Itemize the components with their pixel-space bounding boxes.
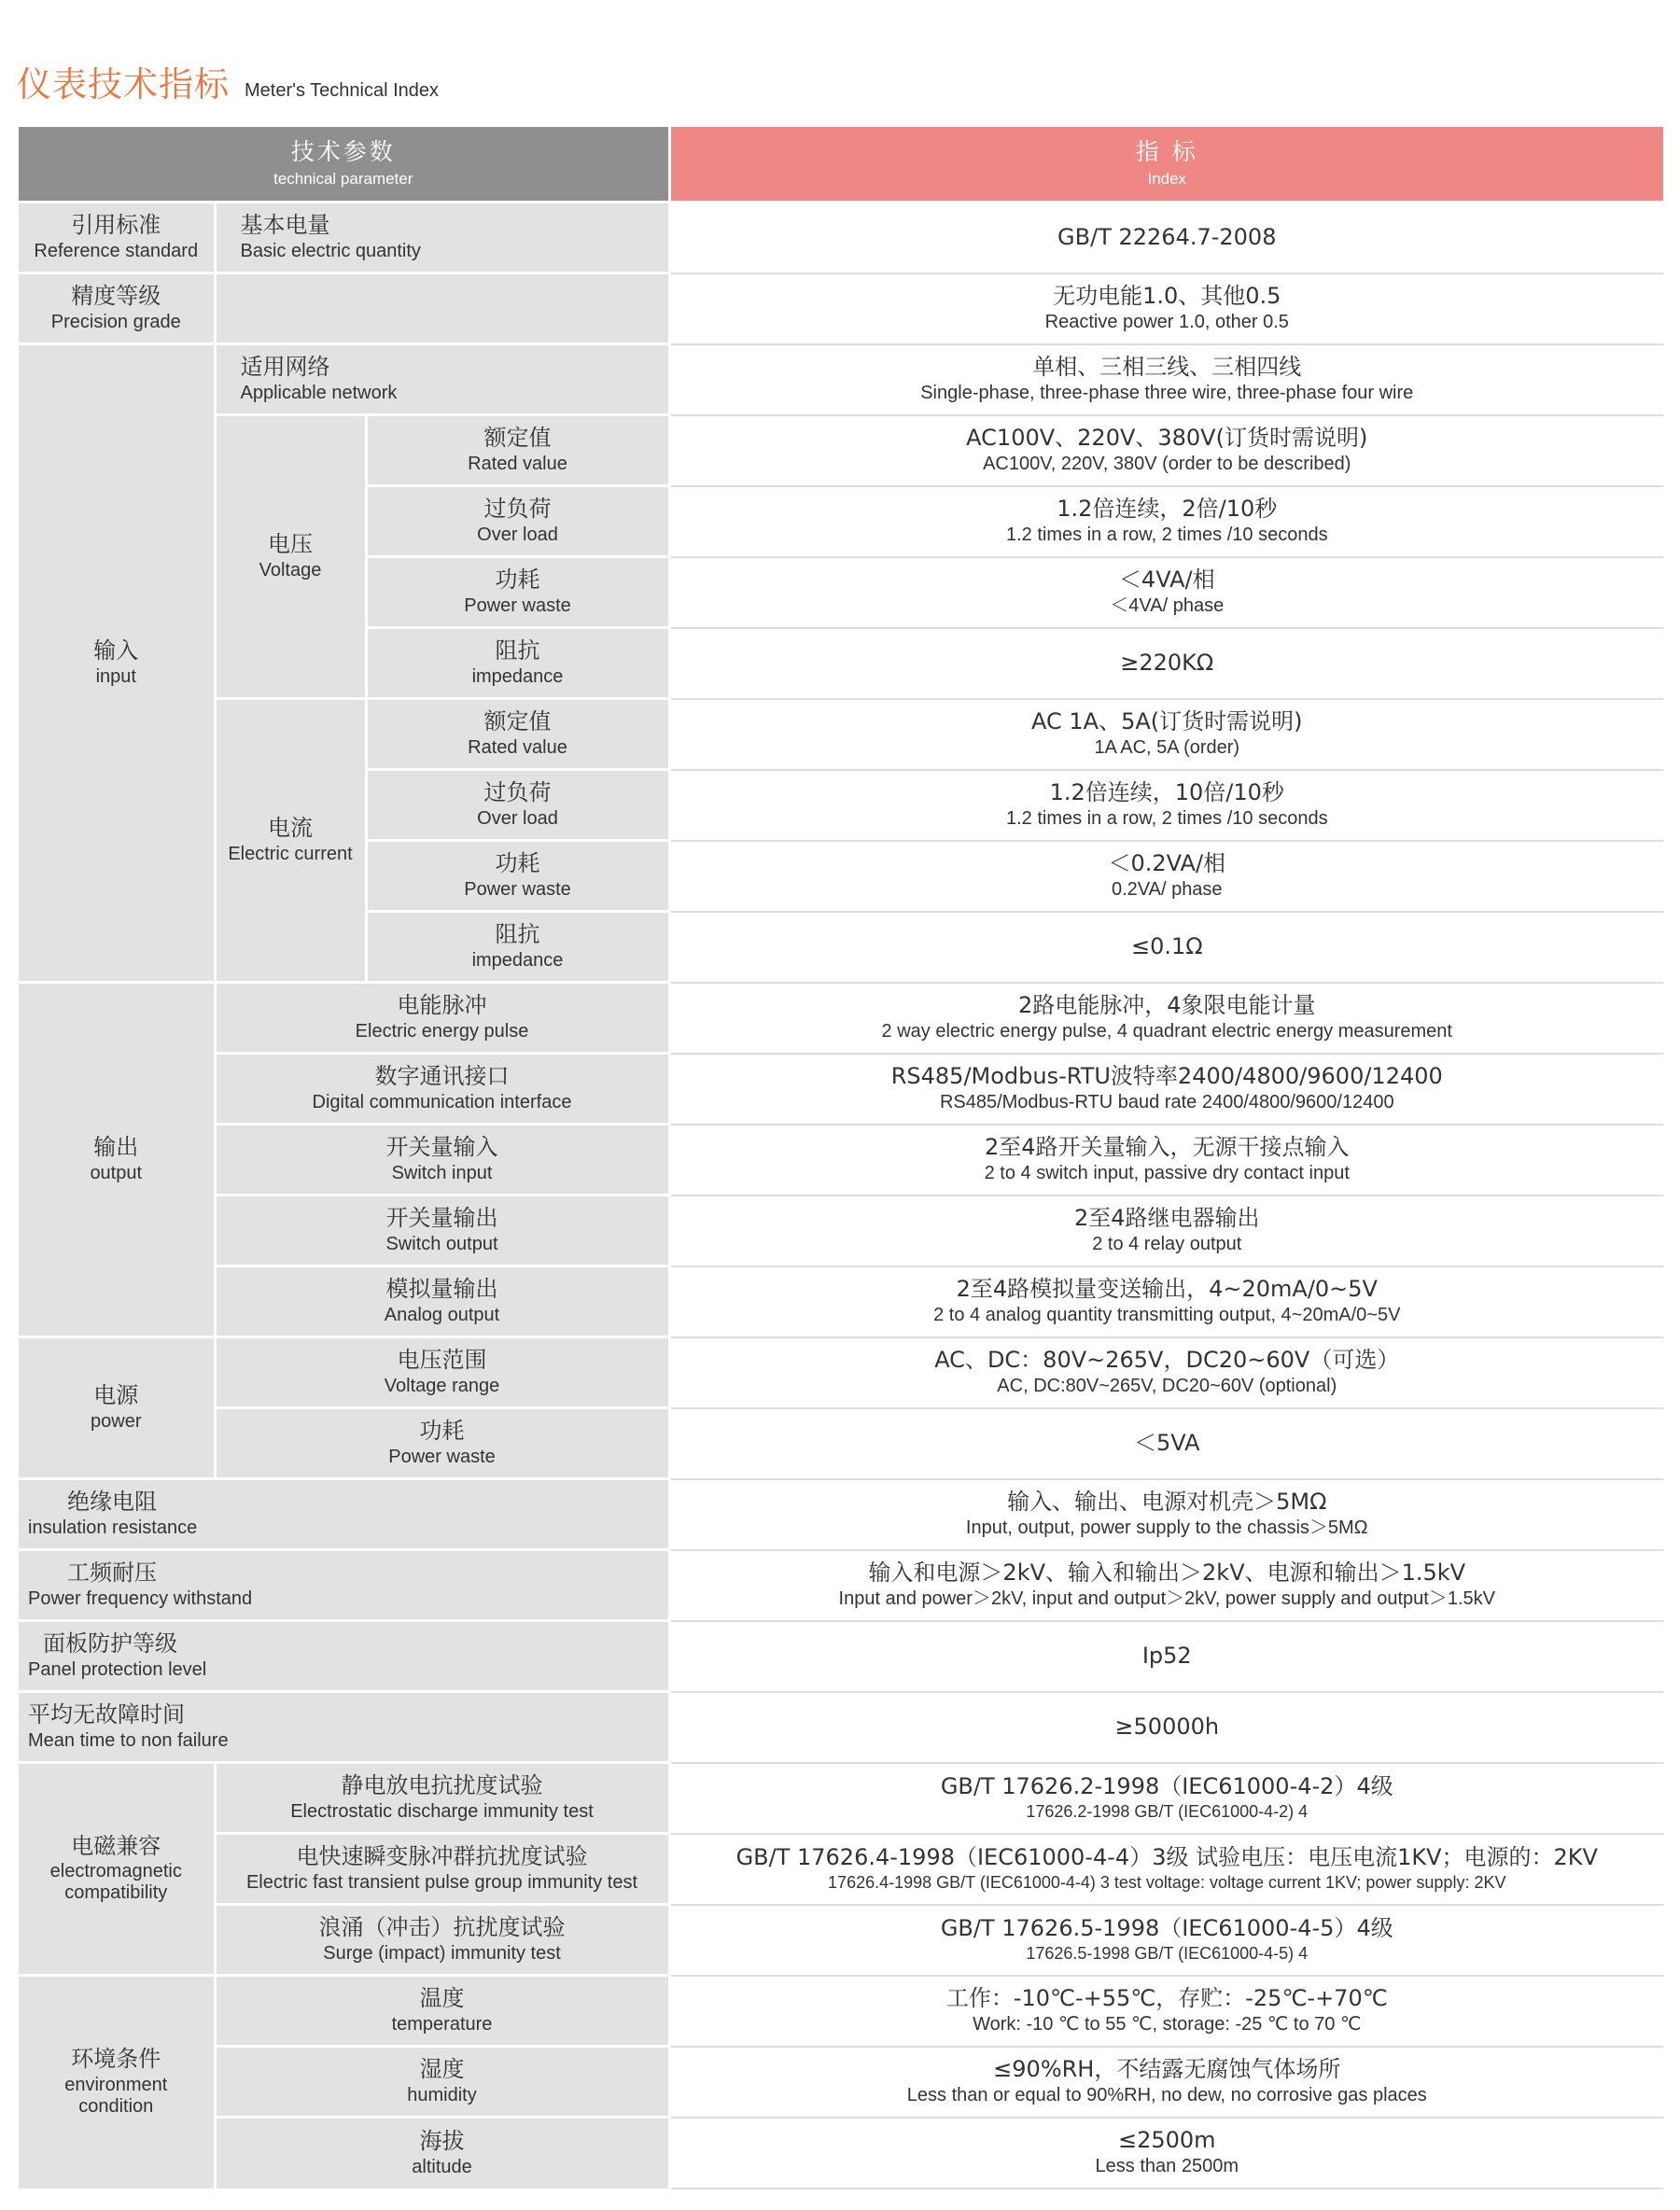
table-row — [19, 1976, 1663, 2047]
row-label: 面板防护等级 Panel protection level — [19, 1621, 669, 1692]
header-param: 技术参数 technical parameter — [19, 127, 669, 203]
table-row — [19, 1337, 1663, 1408]
table-row — [19, 2047, 1663, 2118]
row-sublabel: 电能脉冲 Electric energy pulse — [215, 983, 669, 1054]
row-value: 1.2倍连续，2倍/10秒 1.2 times in a row, 2 times /10 seconds — [669, 486, 1663, 557]
row-value: 单相、三相三线、三相四线 Single-phase, three-phase three wire, three-phase four wire — [669, 344, 1663, 415]
row-sublabel: 静电放电抗扰度试验 Electrostatic discharge immunity test — [215, 1763, 669, 1834]
table-row — [19, 1196, 1663, 1266]
header-index: 指 标 Index — [669, 127, 1663, 203]
table-row — [19, 1905, 1663, 1976]
row-sublabel: 过负荷 Over load — [366, 486, 669, 557]
row-value: ≤0.1Ω — [669, 912, 1663, 983]
row-value: ＜5VA — [669, 1408, 1663, 1479]
row-sublabel: 开关量输出 Switch output — [215, 1196, 669, 1266]
row-value: 2至4路继电器输出 2 to 4 relay output — [669, 1196, 1663, 1266]
row-value: AC 1A、5A(订货时需说明) 1A AC, 5A (order) — [669, 699, 1663, 770]
table-row — [19, 273, 1663, 344]
title-cn: 仪表技术指标 — [17, 64, 230, 105]
category-env: 环境条件 environment condition — [19, 1976, 215, 2189]
category-input: 输入 input — [19, 344, 215, 983]
row-sublabel: 功耗 Power waste — [366, 557, 669, 628]
row-sublabel: 功耗 Power waste — [215, 1408, 669, 1479]
row-value: Ip52 — [669, 1621, 1663, 1692]
table-row — [19, 344, 1663, 415]
group-voltage: 电压 Voltage — [215, 415, 366, 699]
table-row — [19, 1763, 1663, 1834]
group-current: 电流 Electric current — [215, 699, 366, 983]
row-sublabel: 阻抗 impedance — [366, 912, 669, 983]
row-value: 无功电能1.0、其他0.5 Reactive power 1.0, other 0.5 — [669, 273, 1663, 344]
table-row — [19, 1692, 1663, 1763]
row-sublabel: 过负荷 Over load — [366, 770, 669, 841]
category-power: 电源 power — [19, 1337, 215, 1479]
table-row — [19, 699, 1663, 770]
row-value: ≤2500m Less than 2500m — [669, 2118, 1663, 2189]
row-sublabel: 模拟量输出 Analog output — [215, 1266, 669, 1337]
page-title — [17, 56, 439, 103]
table-row — [19, 1621, 1663, 1692]
row-value: 工作：-10℃-+55℃，存贮：-25℃-+70℃ Work: -10 ℃ to 55 ℃, storage: -25 ℃ to 70 ℃ — [669, 1976, 1663, 2047]
row-sublabel: 温度 temperature — [215, 1976, 669, 2047]
table-row — [19, 1125, 1663, 1196]
row-sublabel: 数字通讯接口 Digital communication interface — [215, 1054, 669, 1125]
row-sublabel: 电快速瞬变脉冲群抗扰度试验 Electric fast transient pulse group immunity test — [215, 1834, 669, 1905]
row-value: ≤90%RH，不结露无腐蚀气体场所 Less than or equal to 90%RH, no dew, no corrosive gas places — [669, 2047, 1663, 2118]
row-value: 2至4路模拟量变送输出，4~20mA/0~5V 2 to 4 analog quantity transmitting output, 4~20mA/0~5V — [669, 1266, 1663, 1337]
row-value: ＜0.2VA/相 0.2VA/ phase — [669, 841, 1663, 912]
row-value: AC、DC：80V~265V，DC20~60V（可选） AC, DC:80V~265V, DC20~60V (optional) — [669, 1337, 1663, 1408]
row-label: 工频耐压 Power frequency withstand — [19, 1550, 669, 1621]
table-row — [19, 203, 1663, 273]
row-label: 引用标准 Reference standard — [19, 203, 215, 273]
row-value: GB/T 17626.4-1998（IEC61000-4-4）3级 试验电压：电压电流1KV；电源的：2KV 17626.4-1998 GB/T (IEC61000-4-4) 3 test voltage: voltage current 1KV; power supply: 2KV — [669, 1834, 1663, 1905]
row-value: ≥220KΩ — [669, 628, 1663, 699]
row-value: 1.2倍连续，10倍/10秒 1.2 times in a row, 2 times /10 seconds — [669, 770, 1663, 841]
row-value: 2路电能脉冲，4象限电能计量 2 way electric energy pulse, 4 quadrant electric energy measurement — [669, 983, 1663, 1054]
row-value: 2至4路开关量输入，无源干接点输入 2 to 4 switch input, passive dry contact input — [669, 1125, 1663, 1196]
row-sublabel: 适用网络 Applicable network — [215, 344, 669, 415]
technical-index-table — [19, 127, 1663, 2189]
row-label: 平均无故障时间 Mean time to non failure — [19, 1692, 669, 1763]
row-sublabel: 开关量输入 Switch input — [215, 1125, 669, 1196]
category-emc: 电磁兼容 electromagnetic compatibility — [19, 1763, 215, 1976]
row-value: 输入、输出、电源对机壳＞5MΩ Input, output, power supply to the chassis＞5MΩ — [669, 1479, 1663, 1550]
row-value: 输入和电源＞2kV、输入和输出＞2kV、电源和输出＞1.5kV Input and power＞2kV, input and output＞2kV, power supply and output＞1.5kV — [669, 1550, 1663, 1621]
table-row — [19, 1054, 1663, 1125]
row-label: 精度等级 Precision grade — [19, 273, 215, 344]
category-output: 输出 output — [19, 983, 215, 1337]
row-value: AC100V、220V、380V(订货时需说明) AC100V, 220V, 380V (order to be described) — [669, 415, 1663, 486]
table-row — [19, 415, 1663, 486]
row-sublabel: 湿度 humidity — [215, 2047, 669, 2118]
row-label: 绝缘电阻 insulation resistance — [19, 1479, 669, 1550]
row-sublabel: 功耗 Power waste — [366, 841, 669, 912]
row-value: RS485/Modbus-RTU波特率2400/4800/9600/12400 RS485/Modbus-RTU baud rate 2400/4800/9600/12400 — [669, 1054, 1663, 1125]
table-row — [19, 983, 1663, 1054]
row-sublabel: 阻抗 impedance — [366, 628, 669, 699]
table-row — [19, 2118, 1663, 2189]
row-sublabel: 电压范围 Voltage range — [215, 1337, 669, 1408]
row-value: GB/T 22264.7-2008 — [669, 203, 1663, 273]
table-row — [19, 1408, 1663, 1479]
table-row — [19, 1834, 1663, 1905]
table-row — [19, 1479, 1663, 1550]
row-value: ≥50000h — [669, 1692, 1663, 1763]
row-value: GB/T 17626.2-1998（IEC61000-4-2）4级 17626.2-1998 GB/T (IEC61000-4-2) 4 — [669, 1763, 1663, 1834]
row-value: ＜4VA/相 ＜4VA/ phase — [669, 557, 1663, 628]
row-sublabel: 额定值 Rated value — [366, 699, 669, 770]
table-row — [19, 1266, 1663, 1337]
row-sublabel: 基本电量 Basic electric quantity — [215, 203, 669, 273]
row-value: GB/T 17626.5-1998（IEC61000-4-5）4级 17626.5-1998 GB/T (IEC61000-4-5) 4 — [669, 1905, 1663, 1976]
row-sublabel: 浪涌（冲击）抗扰度试验 Surge (impact) immunity test — [215, 1905, 669, 1976]
row-sublabel: 海拔 altitude — [215, 2118, 669, 2189]
table-row — [19, 1550, 1663, 1621]
row-sublabel: 额定值 Rated value — [366, 415, 669, 486]
title-en: Meter's Technical Index — [245, 80, 439, 101]
